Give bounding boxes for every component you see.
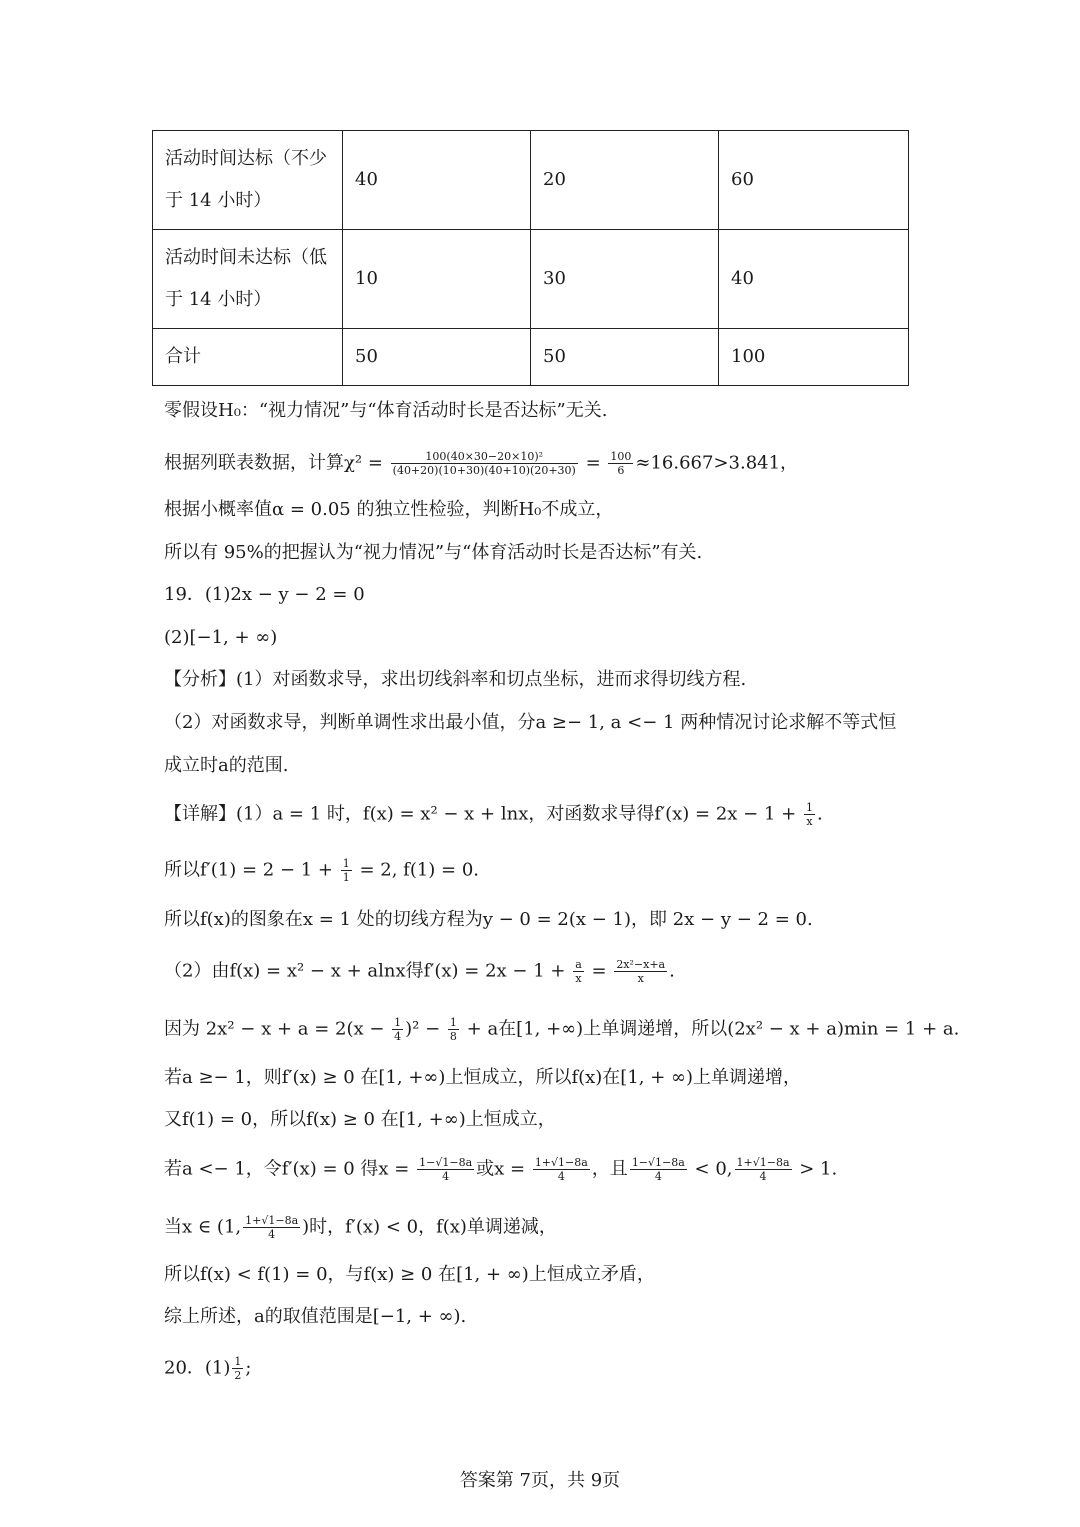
detail-3: 所以f(x)的图象在x = 1 处的切线方程为y − 0 = 2(x − 1)，即 2x − y − 2 = 0. [164, 909, 813, 930]
detail-11: 综上所述，a的取值范围是[−1, + ∞). [164, 1306, 467, 1327]
fraction: $\frac{1+√1-8a}{4}$ [534, 1156, 588, 1183]
analysis-3: 成立时a的范围. [164, 755, 289, 776]
table-cell: 10 [343, 230, 531, 329]
fraction: $\frac{a}{x}$ [575, 958, 582, 985]
q19-answer-1: 19．(1)2x − y − 2 = 0 [164, 584, 365, 605]
detail-10: 所以f(x) < f(1) = 0，与f(x) ≥ 0 在[1, + ∞)上恒成立矛盾， [164, 1264, 655, 1285]
detail-5: 因为 2x² − x + a = 2(x − $\frac{1}{4}$ )² − $\frac{1}{8}$ + a在[1, +∞)上单调递增，所以(2x² − x + a)min = 1 + a. [164, 1016, 960, 1043]
table-row [153, 230, 909, 329]
null-hypothesis: 零假设H₀：“视力情况”与“体育活动时长是否达标”无关. [164, 400, 608, 421]
detail-9: 当x ∈ (1, $\frac{1+√1-8a}{4}$ )时，f′(x) < 0，f(x)单调递减， [164, 1214, 557, 1241]
q20-answer-1: 20．(1) $\frac{1}{2}$ ; [164, 1355, 252, 1382]
contingency-table [152, 130, 909, 386]
detail-1: 【详解】(1）a = 1 时，f(x) = x² − x + lnx，对函数求导得f′(x) = 2x − 1 + $\frac{1}{x}$ . [164, 801, 823, 828]
fraction: $\frac{\text{2x²−x+a}}{x}$ [616, 958, 666, 985]
table-row [153, 329, 909, 386]
table-cell: 40 [343, 131, 531, 230]
table-cell: 20 [531, 131, 719, 230]
detail-6: 若a ≥− 1，则f′(x) ≥ 0 在[1, +∞)上恒成立，所以f(x)在[1, + ∞)上单调递增， [164, 1067, 802, 1088]
fraction: $\frac{\text{100(40×30−20×10)²}}{(40+20)(10+30)(40+10)(20+30)}$ [392, 450, 576, 477]
fraction: $\frac{1}{1}$ [342, 857, 350, 884]
fraction: $\frac{1-√1-8a}{4}$ [631, 1156, 685, 1183]
fraction: $\frac{1}{8}$ [449, 1016, 457, 1043]
detail-4: （2）由f(x) = x² − x + alnx得f′(x) = 2x − 1 + $\frac{a}{x}$ = $\frac{\text{2x²−x+a}}{x}$ . [164, 958, 675, 985]
fraction: $\frac{1}{4}$ [394, 1016, 402, 1043]
table-cell: 50 [531, 329, 719, 386]
detail-7: 又f(1) = 0，所以f(x) ≥ 0 在[1, +∞)上恒成立， [164, 1109, 556, 1130]
fraction: $\frac{1-√1-8a}{4}$ [419, 1156, 473, 1183]
table-cell: 40 [719, 230, 909, 329]
chi-square-calc: 根据列联表数据，计算χ² = $\frac{\text{100(40×30−20×10)²}}{(40+20)(10+30)(40+10)(20+30)}$ = $\frac{100}{6}$ ≈16.667>3.841， [164, 450, 799, 477]
table-cell: 30 [531, 230, 719, 329]
detail-2: 所以f′(1) = 2 − 1 + $\frac{1}{1}$ = 2, f(1) = 0. [164, 857, 480, 884]
row-label: 活动时间达标（不少 于 14 小时） [153, 131, 343, 230]
table-row [153, 131, 909, 230]
test-conclusion: 根据小概率值α = 0.05 的独立性检验，判断H₀不成立， [164, 499, 614, 520]
table-cell: 100 [719, 329, 909, 386]
fraction: $\frac{1}{2}$ [234, 1355, 242, 1382]
fraction: $\frac{1+√1-8a}{4}$ [736, 1156, 790, 1183]
analysis-2: （2）对函数求导，判断单调性求出最小值，分a ≥− 1, a <− 1 两种情况讨论求解不等式恒 [164, 712, 897, 733]
row-label: 合计 [153, 329, 343, 386]
final-conclusion: 所以有 95%的把握认为“视力情况”与“体育活动时长是否达标”有关. [164, 542, 703, 563]
fraction: $\frac{1+√1-8a}{4}$ [245, 1214, 299, 1241]
row-label: 活动时间未达标（低 于 14 小时） [153, 230, 343, 329]
table-cell: 60 [719, 131, 909, 230]
fraction: $\frac{1}{x}$ [805, 801, 813, 828]
q19-answer-2: (2)[−1, + ∞) [164, 627, 278, 648]
detail-8: 若a <− 1，令f′(x) = 0 得x = $\frac{1-√1-8a}{4}$ 或x = $\frac{1+√1-8a}{4}$ ，且 $\frac{1-√1-8a}{4}$ < 0, $\frac{1+√1-8a}{4}$ > 1. [164, 1156, 838, 1183]
table-cell: 50 [343, 329, 531, 386]
page-footer: 答案第 7页，共 9页 [459, 1470, 621, 1491]
fraction: $\frac{100}{6}$ [610, 450, 632, 477]
analysis-1: 【分析】(1）对函数求导，求出切线斜率和切点坐标，进而求得切线方程. [164, 669, 747, 690]
